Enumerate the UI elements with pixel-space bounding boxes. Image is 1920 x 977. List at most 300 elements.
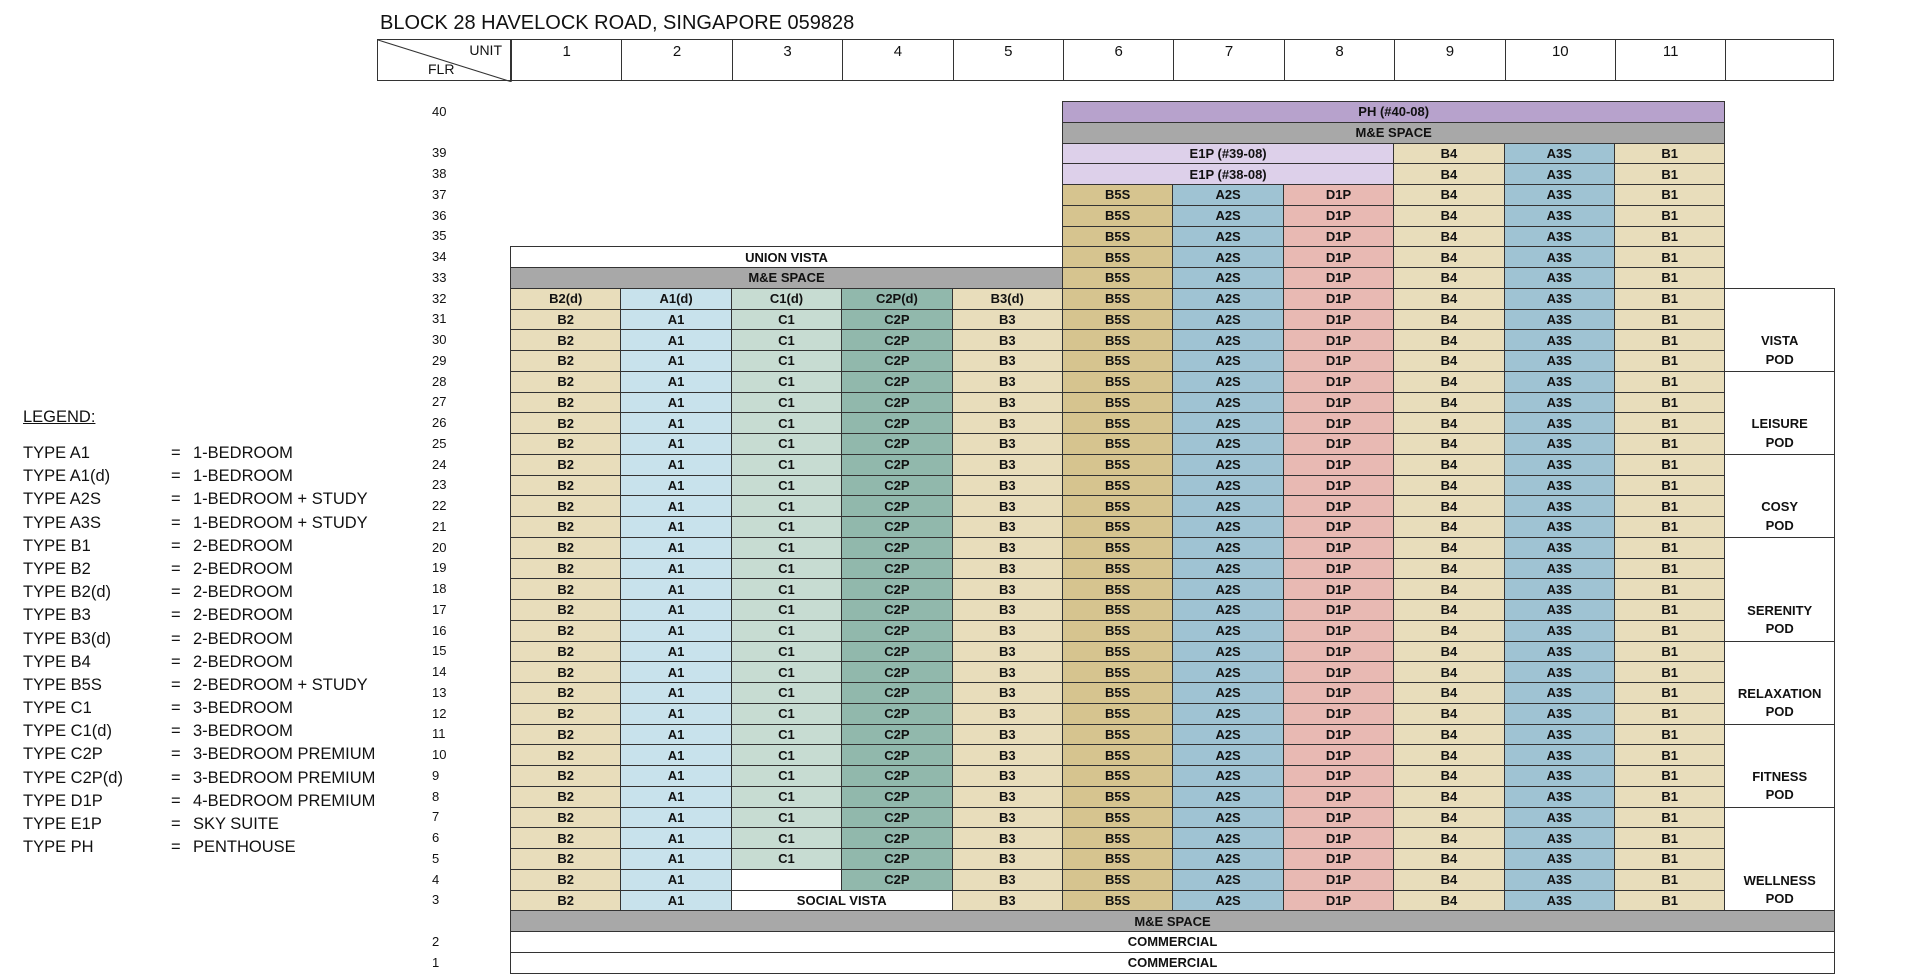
unit-cell: B4 <box>1393 703 1504 725</box>
unit-cell: B3 <box>952 848 1063 870</box>
unit-cell: D1P <box>1283 724 1394 746</box>
legend-type: TYPE B2 <box>23 559 91 578</box>
floor-label-40: 40 <box>432 103 447 119</box>
unit-cell: B4 <box>1393 578 1504 600</box>
unit-cell: A2S <box>1172 392 1283 414</box>
unit-cell: B4 <box>1393 495 1504 517</box>
unit-cell: B2 <box>510 475 621 497</box>
unit-cell: B4 <box>1393 412 1504 434</box>
legend-item <box>23 560 375 583</box>
floor-label-20: 20 <box>432 539 447 555</box>
unit-cell: B4 <box>1393 682 1504 704</box>
unit-cell: A2S <box>1172 578 1283 600</box>
unit-cell: B3 <box>952 350 1063 372</box>
legend-desc: 2-BEDROOM <box>193 559 293 578</box>
unit-cell: B5S <box>1062 205 1173 227</box>
unit-cell: B1 <box>1614 184 1725 206</box>
unit-cell: B5S <box>1062 537 1173 559</box>
floor-label-12: 12 <box>432 705 447 721</box>
unit-cell: B5S <box>1062 682 1173 704</box>
unit-cell: B2 <box>510 724 621 746</box>
unit-cell: B1 <box>1614 807 1725 829</box>
header-unit-label: UNIT <box>469 42 502 58</box>
unit-cell: B4 <box>1393 890 1504 912</box>
legend-item <box>23 630 375 653</box>
header-unit-7: 7 <box>1173 39 1284 81</box>
unit-cell: B5S <box>1062 578 1173 600</box>
unit-cell: B5S <box>1062 599 1173 621</box>
legend-equals: = <box>171 467 181 486</box>
floor-label-21: 21 <box>432 518 447 534</box>
legend-equals: = <box>171 699 181 718</box>
legend-desc: 4-BEDROOM PREMIUM <box>193 791 376 810</box>
unit-cell: B2 <box>510 578 621 600</box>
unit-cell: B1 <box>1614 848 1725 870</box>
unit-cell: A2S <box>1172 890 1283 912</box>
pod-vista <box>1724 288 1835 372</box>
unit-cell: B1 <box>1614 537 1725 559</box>
unit-cell: B2 <box>510 682 621 704</box>
unit-cell: A3S <box>1504 682 1615 704</box>
unit-cell: B4 <box>1393 350 1504 372</box>
unit-cell: B4 <box>1393 288 1504 310</box>
unit-cell: A3S <box>1504 578 1615 600</box>
unit-cell: B2 <box>510 848 621 870</box>
unit-cell: B4 <box>1393 184 1504 206</box>
unit-cell: C1 <box>731 495 842 517</box>
floor-label-26: 26 <box>432 415 447 431</box>
unit-cell: B3 <box>952 807 1063 829</box>
unit-cell: D1P <box>1283 703 1394 725</box>
floor-label-15: 15 <box>432 643 447 659</box>
unit-cell: C1 <box>731 558 842 580</box>
unit-cell: A3S <box>1504 744 1615 766</box>
unit-cell: A1 <box>620 807 731 829</box>
unit-cell: B2 <box>510 495 621 517</box>
unit-cell: A2S <box>1172 537 1283 559</box>
common-area: COMMERCIAL <box>510 952 1835 974</box>
unit-cell: C1 <box>731 724 842 746</box>
unit-cell: B2 <box>510 537 621 559</box>
legend-desc: 1-BEDROOM + STUDY <box>193 490 368 509</box>
unit-cell: A1 <box>620 661 731 683</box>
floor-label-28: 28 <box>432 373 447 389</box>
floor-label-17: 17 <box>432 601 447 617</box>
legend-type: TYPE C2P(d) <box>23 768 123 787</box>
unit-cell: A1 <box>620 516 731 538</box>
unit-cell: D1P <box>1283 246 1394 268</box>
floor-label-38: 38 <box>432 166 447 182</box>
unit-cell: B3 <box>952 558 1063 580</box>
legend-item <box>23 514 375 537</box>
unit-cell: C2P <box>841 599 952 621</box>
unit-cell: A1 <box>620 890 731 912</box>
unit-cell: B4 <box>1393 371 1504 393</box>
unit-cell: C1(d) <box>731 288 842 310</box>
unit-cell: C2P <box>841 848 952 870</box>
unit-cell: B4 <box>1393 246 1504 268</box>
unit-cell: D1P <box>1283 869 1394 891</box>
unit-cell: B3 <box>952 454 1063 476</box>
unit-cell: A2S <box>1172 433 1283 455</box>
unit-cell: A2S <box>1172 765 1283 787</box>
legend-list <box>23 444 375 861</box>
unit-cell: A1 <box>620 475 731 497</box>
unit-cell: B4 <box>1393 392 1504 414</box>
unit-cell: B1 <box>1614 724 1725 746</box>
floor-label-18: 18 <box>432 581 447 597</box>
unit-cell: C2P <box>841 578 952 600</box>
unit-cell: A2S <box>1172 827 1283 849</box>
unit-cell: C1 <box>731 765 842 787</box>
unit-cell: A1 <box>620 599 731 621</box>
pod-cosy <box>1724 454 1835 538</box>
unit-cell: B5S <box>1062 288 1173 310</box>
unit-cell: B5S <box>1062 495 1173 517</box>
legend-type: TYPE E1P <box>23 815 102 833</box>
unit-cell: A2S <box>1172 371 1283 393</box>
unit-cell: A2S <box>1172 246 1283 268</box>
unit-cell: B2 <box>510 454 621 476</box>
legend-item <box>23 444 375 467</box>
unit-cell: C1 <box>731 786 842 808</box>
unit-cell: C2P <box>841 329 952 351</box>
unit-cell: B1 <box>1614 309 1725 331</box>
legend-item <box>23 722 375 745</box>
legend-item <box>23 676 375 699</box>
unit-cell: B3 <box>952 682 1063 704</box>
unit-cell: B3 <box>952 661 1063 683</box>
legend-type: TYPE B4 <box>23 652 91 671</box>
unit-cell: B5S <box>1062 226 1173 248</box>
unit-cell: B2 <box>510 558 621 580</box>
unit-cell: B4 <box>1393 516 1504 538</box>
unit-cell: A3S <box>1504 392 1615 414</box>
unit-cell: B3(d) <box>952 288 1063 310</box>
unit-cell: B1 <box>1614 786 1725 808</box>
unit-cell: A1 <box>620 412 731 434</box>
unit-cell: A3S <box>1504 226 1615 248</box>
floor-label-35: 35 <box>432 228 447 244</box>
unit-cell: A3S <box>1504 620 1615 642</box>
pod-label-line: POD <box>1765 621 1794 637</box>
unit-cell: A3S <box>1504 786 1615 808</box>
unit-cell: C1 <box>731 641 842 663</box>
unit-cell: D1P <box>1283 537 1394 559</box>
unit-cell: A3S <box>1504 433 1615 455</box>
floor-label-29: 29 <box>432 352 447 368</box>
unit-cell: D1P <box>1283 454 1394 476</box>
unit-cell: C1 <box>731 516 842 538</box>
unit-cell: B1 <box>1614 578 1725 600</box>
unit-cell: A2S <box>1172 724 1283 746</box>
floor-label-10: 10 <box>432 747 447 763</box>
floor-label-13: 13 <box>432 684 447 700</box>
pod-leisure <box>1724 371 1835 455</box>
unit-cell: B1 <box>1614 765 1725 787</box>
floor-label-25: 25 <box>432 435 447 451</box>
unit-cell: D1P <box>1283 765 1394 787</box>
mne-space: M&E SPACE <box>1062 122 1725 144</box>
floor-label-31: 31 <box>432 311 447 327</box>
unit-cell: B5S <box>1062 454 1173 476</box>
unit-cell: D1P <box>1283 329 1394 351</box>
unit-cell: A1 <box>620 620 731 642</box>
unit-cell: B2 <box>510 620 621 642</box>
unit-cell: D1P <box>1283 558 1394 580</box>
unit-cell: B1 <box>1614 392 1725 414</box>
unit-cell: B2 <box>510 329 621 351</box>
unit-cell: A3S <box>1504 724 1615 746</box>
unit-cell: B3 <box>952 392 1063 414</box>
unit-cell: B5S <box>1062 329 1173 351</box>
unit-cell: A3S <box>1504 516 1615 538</box>
legend-desc: 1-BEDROOM + STUDY <box>193 513 368 532</box>
unit-cell: A3S <box>1504 288 1615 310</box>
unit-cell: C2P <box>841 537 952 559</box>
unit-cell: C2P <box>841 827 952 849</box>
legend-equals: = <box>171 768 181 787</box>
unit-cell: B5S <box>1062 392 1173 414</box>
unit-cell: B4 <box>1393 267 1504 289</box>
unit-cell: C1 <box>731 475 842 497</box>
pod-serenity <box>1724 537 1835 642</box>
floor-label-9: 9 <box>432 767 440 783</box>
unit-cell: C1 <box>731 682 842 704</box>
unit-cell: A1 <box>620 682 731 704</box>
unit-cell: A2S <box>1172 309 1283 331</box>
unit-cell: C2P <box>841 869 952 891</box>
unit-cell: A3S <box>1504 848 1615 870</box>
unit-cell: A3S <box>1504 890 1615 912</box>
unit-cell: C1 <box>731 620 842 642</box>
unit-cell: D1P <box>1283 495 1394 517</box>
unit-cell: D1P <box>1283 661 1394 683</box>
unit-cell: A3S <box>1504 163 1615 185</box>
legend-item <box>23 792 375 815</box>
unit-cell: C2P <box>841 661 952 683</box>
legend-desc: 3-BEDROOM <box>193 699 293 718</box>
unit-cell: B4 <box>1393 226 1504 248</box>
unit-cell: B1 <box>1614 288 1725 310</box>
unit-cell: C2P <box>841 786 952 808</box>
legend-item <box>23 653 375 676</box>
legend-desc: 2-BEDROOM <box>193 652 293 671</box>
unit-cell: B1 <box>1614 143 1725 165</box>
unit-cell: B5S <box>1062 433 1173 455</box>
unit-cell: C2P <box>841 454 952 476</box>
unit-cell: D1P <box>1283 205 1394 227</box>
unit-cell: B1 <box>1614 703 1725 725</box>
pod-label-line: SERENITY <box>1747 603 1813 619</box>
unit-cell: B3 <box>952 516 1063 538</box>
unit-cell: B5S <box>1062 184 1173 206</box>
unit-cell: A1 <box>620 744 731 766</box>
unit-cell: C2P <box>841 744 952 766</box>
unit-cell: B1 <box>1614 226 1725 248</box>
legend <box>23 408 375 861</box>
unit-cell: B3 <box>952 475 1063 497</box>
unit-cell: B2 <box>510 641 621 663</box>
unit-cell: B5S <box>1062 412 1173 434</box>
unit-cell: A2S <box>1172 184 1283 206</box>
unit-cell: A3S <box>1504 246 1615 268</box>
unit-cell: B2 <box>510 412 621 434</box>
unit-cell: B4 <box>1393 661 1504 683</box>
unit-cell: B2 <box>510 392 621 414</box>
unit-cell: B4 <box>1393 599 1504 621</box>
unit-cell: B5S <box>1062 848 1173 870</box>
floor-label-34: 34 <box>432 249 447 265</box>
legend-type: TYPE B1 <box>23 536 91 555</box>
unit-cell: A1 <box>620 350 731 372</box>
floor-label-19: 19 <box>432 560 447 576</box>
unit-cell: B1 <box>1614 620 1725 642</box>
unit-cell: B1 <box>1614 350 1725 372</box>
unit-cell: B1 <box>1614 827 1725 849</box>
unit-cell: D1P <box>1283 786 1394 808</box>
unit-cell: A2S <box>1172 703 1283 725</box>
unit-cell: A3S <box>1504 558 1615 580</box>
unit-cell: C2P <box>841 495 952 517</box>
floor-label-1: 1 <box>432 954 440 970</box>
unit-cell: D1P <box>1283 848 1394 870</box>
unit-cell: A3S <box>1504 184 1615 206</box>
unit-cell: D1P <box>1283 412 1394 434</box>
unit-cell: A1 <box>620 724 731 746</box>
unit-cell: A1 <box>620 392 731 414</box>
unit-cell: C1 <box>731 578 842 600</box>
unit-cell: B5S <box>1062 516 1173 538</box>
unit-cell: B4 <box>1393 744 1504 766</box>
unit-cell: B3 <box>952 744 1063 766</box>
unit-cell: B1 <box>1614 558 1725 580</box>
unit-cell: C2P <box>841 703 952 725</box>
legend-type: TYPE A3S <box>23 513 101 532</box>
unit-cell: B1 <box>1614 329 1725 351</box>
unit-cell: A3S <box>1504 765 1615 787</box>
unit-cell: C1 <box>731 454 842 476</box>
legend-equals: = <box>171 815 181 833</box>
legend-equals: = <box>171 490 181 509</box>
unit-cell: B5S <box>1062 807 1173 829</box>
legend-equals: = <box>171 629 181 648</box>
unit-cell: A2S <box>1172 495 1283 517</box>
legend-equals: = <box>171 652 181 671</box>
unit-cell: D1P <box>1283 184 1394 206</box>
unit-cell: A1 <box>620 558 731 580</box>
unit-cell: B1 <box>1614 433 1725 455</box>
unit-cell: C1 <box>731 392 842 414</box>
floor-label-39: 39 <box>432 145 447 161</box>
unit-cell: A2S <box>1172 475 1283 497</box>
unit-cell: C1 <box>731 807 842 829</box>
unit-cell: B4 <box>1393 163 1504 185</box>
legend-desc: 2-BEDROOM <box>193 536 293 555</box>
floor-label-3: 3 <box>432 892 440 908</box>
header-unit-4: 4 <box>842 39 953 81</box>
unit-cell: B3 <box>952 890 1063 912</box>
legend-type: TYPE A1(d) <box>23 467 111 486</box>
unit-cell: A1 <box>620 454 731 476</box>
unit-cell: B3 <box>952 724 1063 746</box>
unit-cell: D1P <box>1283 309 1394 331</box>
unit-cell: B3 <box>952 495 1063 517</box>
unit-cell: B1 <box>1614 599 1725 621</box>
legend-equals: = <box>171 675 181 694</box>
unit-cell: A2S <box>1172 641 1283 663</box>
unit-cell: B4 <box>1393 143 1504 165</box>
legend-equals: = <box>171 513 181 532</box>
unit-cell: B4 <box>1393 329 1504 351</box>
legend-equals: = <box>171 559 181 578</box>
unit-cell: A3S <box>1504 703 1615 725</box>
unit-cell: B4 <box>1393 807 1504 829</box>
unit-cell: B5S <box>1062 309 1173 331</box>
unit-cell: B5S <box>1062 246 1173 268</box>
unit-cell: E1P (#38-08) <box>1062 163 1394 185</box>
unit-cell: C1 <box>731 433 842 455</box>
floor-label-37: 37 <box>432 186 447 202</box>
unit-cell: D1P <box>1283 578 1394 600</box>
unit-cell: B2 <box>510 827 621 849</box>
common-area: SOCIAL VISTA <box>731 890 953 912</box>
legend-equals: = <box>171 745 181 764</box>
unit-cell: A2S <box>1172 412 1283 434</box>
unit-cell: C2P <box>841 350 952 372</box>
unit-cell: B2(d) <box>510 288 621 310</box>
unit-cell: A1 <box>620 827 731 849</box>
unit-cell: D1P <box>1283 599 1394 621</box>
unit-cell: D1P <box>1283 475 1394 497</box>
legend-type: TYPE PH <box>23 838 94 857</box>
unit-cell: B2 <box>510 661 621 683</box>
unit-cell: A3S <box>1504 641 1615 663</box>
unit-cell: B3 <box>952 599 1063 621</box>
unit-cell: A1 <box>620 433 731 455</box>
unit-cell: B3 <box>952 578 1063 600</box>
unit-cell: B2 <box>510 433 621 455</box>
unit-cell: A3S <box>1504 807 1615 829</box>
unit-cell: D1P <box>1283 827 1394 849</box>
unit-cell: C2P <box>841 620 952 642</box>
unit-cell: B1 <box>1614 890 1725 912</box>
unit-cell: B1 <box>1614 371 1725 393</box>
unit-cell: A3S <box>1504 495 1615 517</box>
unit-cell: C1 <box>731 537 842 559</box>
unit-cell: B1 <box>1614 454 1725 476</box>
unit-cell: B3 <box>952 537 1063 559</box>
unit-cell: A3S <box>1504 661 1615 683</box>
unit-cell: A2S <box>1172 807 1283 829</box>
unit-cell: A1 <box>620 578 731 600</box>
legend-item <box>23 745 375 768</box>
legend-item <box>23 606 375 629</box>
unit-cell: B1 <box>1614 641 1725 663</box>
unit-cell: B2 <box>510 765 621 787</box>
unit-cell: A3S <box>1504 412 1615 434</box>
unit-cell: C1 <box>731 827 842 849</box>
legend-type: TYPE A1 <box>23 444 90 462</box>
legend-desc: 2-BEDROOM <box>193 606 293 625</box>
unit-cell: B2 <box>510 807 621 829</box>
unit-cell: B3 <box>952 371 1063 393</box>
unit-cell: B2 <box>510 869 621 891</box>
unit-cell: C1 <box>731 412 842 434</box>
legend-type: TYPE D1P <box>23 791 103 810</box>
unit-cell: B3 <box>952 827 1063 849</box>
legend-desc: 1-BEDROOM <box>193 444 293 462</box>
